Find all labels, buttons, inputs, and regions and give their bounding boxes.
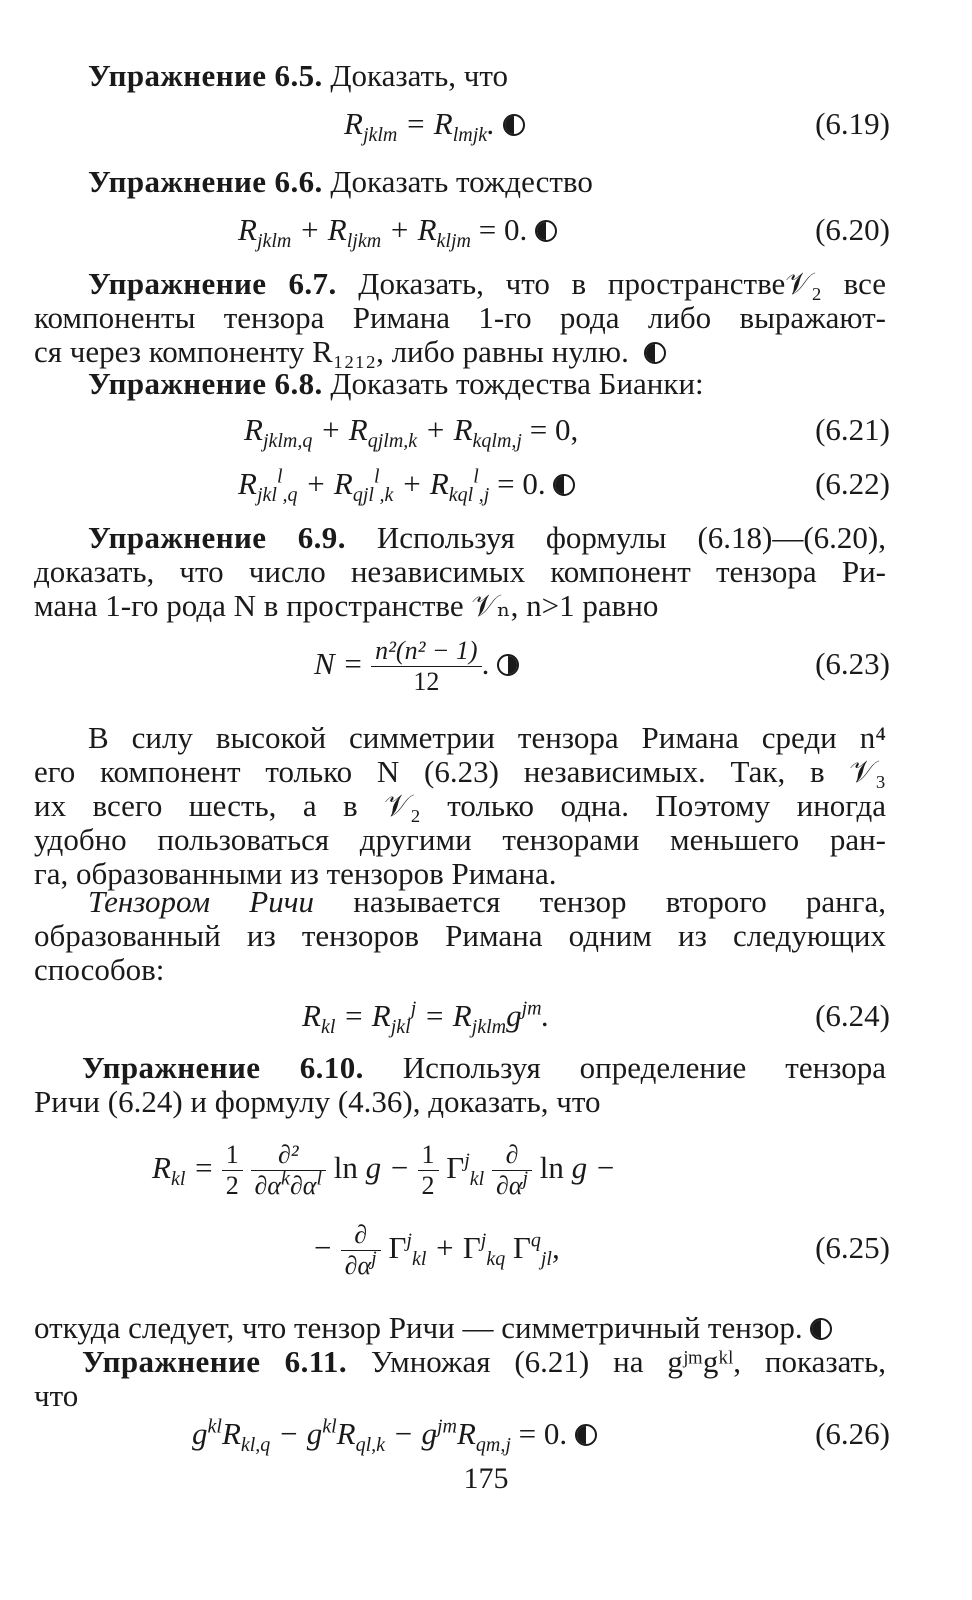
- half-circle-marker-icon: [553, 474, 575, 496]
- equation-number: (6.24): [815, 998, 890, 1033]
- equation-number: (6.19): [815, 106, 890, 141]
- exercise-6-10-line-2: Ричи (6.24) и формулу (4.36), доказать, что: [34, 1084, 601, 1119]
- exercise-6-7-line-1: Упражнение 6.7. Доказать, что в пространстве𝒱₂ все: [88, 266, 887, 301]
- exercise-6-9-line-3: мана 1-го рода N в пространстве 𝒱ₙ, n>1 равно: [34, 588, 659, 623]
- equation-number: (6.21): [815, 412, 890, 447]
- exercise-text: Доказать тождество: [330, 164, 593, 199]
- equation-6-22: $R_{jkl}^l_{,q} + R_{qjl}^l_{,k} + R_{kql}^l_{,j} = 0$.: [238, 464, 575, 504]
- equation-6-25-line-1: $R_{kl}$ = $\frac{1}{2}$ $\frac{\text{∂²}}{\partial\alpha^k\partial\alpha^l}$ ln g − $\frac{1}{2}$ $\Gamma^j_{kl}$ $\frac{\partial}{\partial\alpha^j}$ ln g −: [152, 1140, 616, 1201]
- equation-6-20: $R_{jklm} + R_{ljkm} + R_{kljm} = 0$.: [238, 210, 557, 250]
- half-circle-marker-icon: [497, 654, 519, 676]
- equation-number: (6.25): [815, 1230, 890, 1265]
- paragraph-1-line-1: В силу высокой симметрии тензора Римана среди n⁴: [88, 720, 886, 755]
- exercise-label: Упражнение 6.5.: [88, 58, 323, 93]
- equation-number: (6.22): [815, 466, 890, 501]
- paragraph-2-line-1: Тензором Ричи называется тензор второго ранга,: [88, 884, 886, 919]
- exercise-text: Доказать, что: [330, 58, 509, 93]
- equation-6-21: $R_{jklm,q} + R_{qjlm,k} + R_{kqlm,j} = 0$,: [244, 412, 579, 453]
- equation-6-19: $R_{jklm} = R_{lmjk}$.: [344, 104, 525, 144]
- paragraph-1-line-5: га, образованными из тензоров Римана.: [34, 856, 557, 891]
- exercise-text: Доказать тождества Бианки:: [330, 366, 704, 401]
- equation-6-24: $R_{kl} = R_{jkl}^j = R_{jklm}g^{jm}$.: [302, 997, 550, 1039]
- half-circle-marker-icon: [810, 1318, 832, 1340]
- paragraph-1-line-2: его компонент только N (6.23) независимых. Так, в 𝒱₃: [34, 754, 886, 789]
- exercise-6-11-line-1: Упражнение 6.11. Умножая (6.21) на gʲᵐgᵏˡ, показать,: [82, 1344, 886, 1379]
- exercise-label: Упражнение 6.8.: [88, 366, 323, 401]
- exercise-6-10-line-1: Упражнение 6.10. Используя определение тензора: [82, 1050, 886, 1085]
- equation-number: (6.23): [815, 646, 890, 681]
- exercise-6-8: [88, 366, 704, 402]
- half-circle-marker-icon: [503, 114, 525, 136]
- conclusion-line: откуда следует, что тензор Ричи — симметричный тензор.: [34, 1310, 832, 1346]
- exercise-label: Упражнение 6.9.: [88, 520, 346, 555]
- paragraph-2-line-3: способов:: [34, 952, 165, 987]
- equation-6-23: N = $\frac{\text{n²(n² − 1)}}{12}$ .: [314, 634, 519, 697]
- exercise-6-5: [88, 58, 508, 94]
- half-circle-marker-icon: [644, 342, 666, 364]
- equation-number: (6.20): [815, 212, 890, 247]
- paragraph-2-line-2: образованный из тензоров Римана одним из следующих: [34, 918, 886, 953]
- exercise-label: Упражнение 6.11.: [82, 1344, 347, 1379]
- half-circle-marker-icon: [575, 1424, 597, 1446]
- exercise-6-9-line-1: Упражнение 6.9. Используя формулы (6.18)—(6.20),: [88, 520, 886, 555]
- equation-6-25-line-2: − $\frac{\partial}{\partial\alpha^j}$ $\Gamma^j_{kl} + \Gamma^j_{kq}$ $\Gamma^q_{jl}$,: [312, 1220, 560, 1281]
- exercise-6-9-line-2: доказать, что число независимых компонент тензора Ри-: [34, 554, 886, 589]
- exercise-label: Упражнение 6.7.: [88, 266, 337, 301]
- page-number: 175: [463, 1462, 509, 1495]
- paragraph-1-line-4: удобно пользоваться другими тензорами меньшего ран-: [34, 822, 886, 857]
- equation-number: (6.26): [815, 1416, 890, 1451]
- fraction: $\frac{\text{n²(n² − 1)}}{12}$: [371, 636, 481, 697]
- equation-6-26: $g^{kl}R_{kl,q} - g^{kl}R_{ql,k} - g^{jm}R_{qm,j} = 0$.: [192, 1414, 597, 1454]
- exercise-label: Упражнение 6.6.: [88, 164, 323, 199]
- exercise-6-11-line-2: что: [34, 1378, 79, 1413]
- half-circle-marker-icon: [535, 220, 557, 242]
- exercise-label: Упражнение 6.10.: [82, 1050, 364, 1085]
- italic-term: Тензором Ричи: [88, 884, 314, 919]
- exercise-6-7-line-3: ся через компоненту R₁₂₁₂, либо равны нулю.: [34, 334, 666, 370]
- paragraph-1-line-3: их всего шесть, а в 𝒱₂ только одна. Поэтому иногда: [34, 788, 886, 823]
- exercise-6-7-line-2: компоненты тензора Римана 1-го рода либо выражают-: [34, 300, 886, 335]
- exercise-6-6: [88, 164, 593, 200]
